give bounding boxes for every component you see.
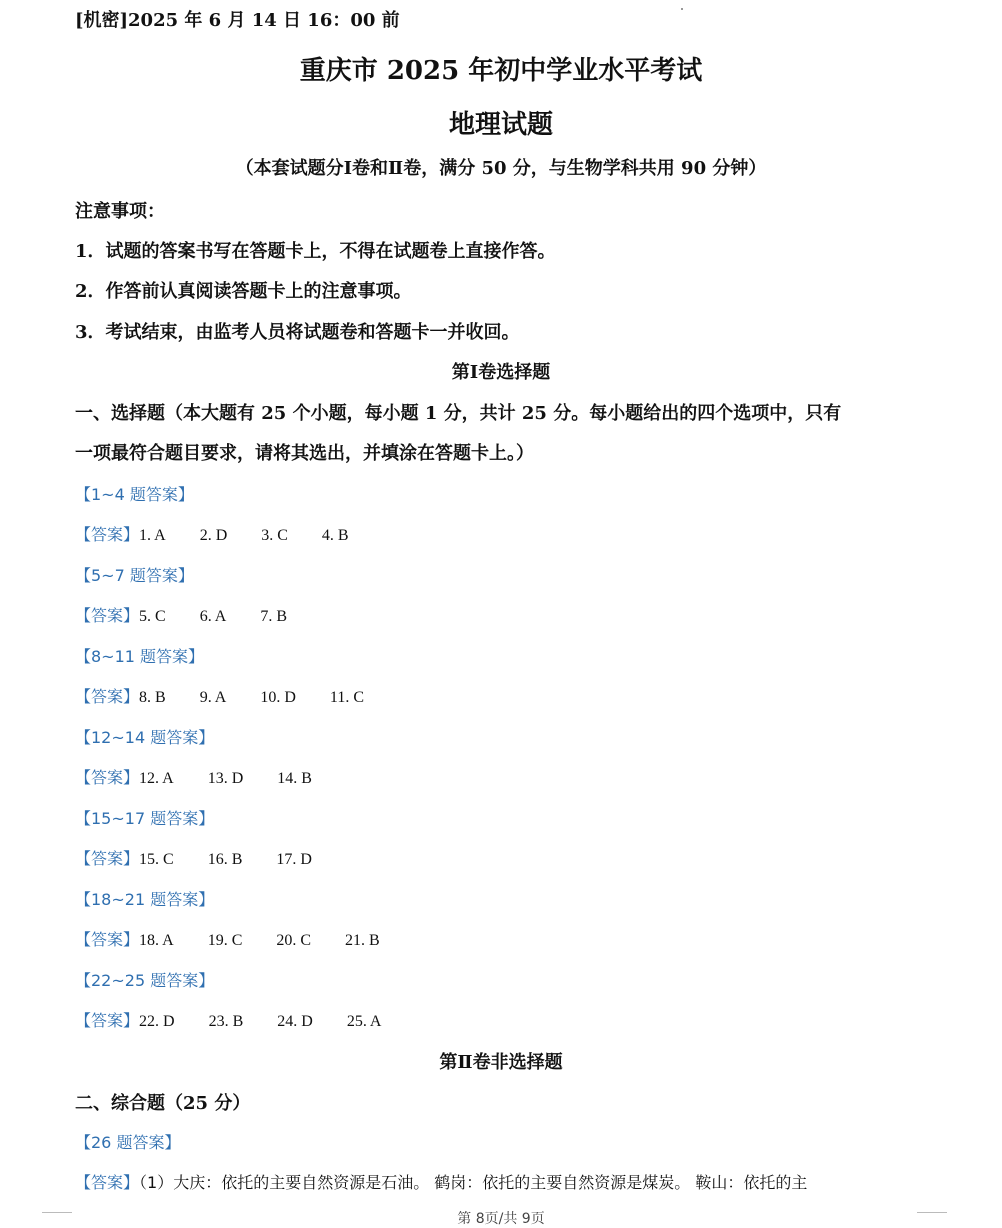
- answer-item: 21. B: [345, 932, 380, 949]
- answer-label: 【答案】: [75, 849, 140, 868]
- answer-label: 【答案】: [75, 1011, 140, 1030]
- note-item: 3．考试结束，由监考人员将试题卷和答题卡一并收回。: [75, 322, 520, 343]
- answer-item: 22. D: [139, 1013, 175, 1030]
- question-heading-26: 【26 题答案】: [75, 1133, 181, 1152]
- answer-label: 【答案】: [75, 687, 140, 706]
- answer-item: 18. A: [139, 932, 174, 949]
- answer-item: 17. D: [276, 851, 312, 868]
- answer-item: 25. A: [346, 1013, 382, 1030]
- part2-heading: 第Ⅱ卷非选择题: [439, 1052, 563, 1073]
- answer-label: 【答案】: [75, 525, 140, 544]
- answer-26: [75, 1170, 807, 1193]
- answer-item: 3. C: [261, 527, 288, 544]
- answer-row: [75, 603, 287, 626]
- question-group-heading: 【18~21 题答案】: [75, 890, 215, 909]
- subject-title: 地理试题: [448, 110, 553, 140]
- answer-item: 19. C: [207, 932, 243, 949]
- answer-item: 10. D: [260, 689, 296, 706]
- answer-row: [75, 765, 312, 788]
- answer-label: 【答案】: [75, 606, 140, 625]
- notes-heading: 注意事项：: [75, 201, 165, 222]
- answer-item: 20. C: [276, 932, 312, 949]
- question-group-heading: 【12~14 题答案】: [75, 728, 215, 747]
- exam-title: 重庆市 2025 年初中学业水平考试: [299, 56, 703, 86]
- answer-item: 12. A: [139, 770, 174, 787]
- answer-label: 【答案】: [75, 930, 140, 949]
- answer-item: 5. C: [139, 608, 166, 625]
- answer-item: 24. D: [277, 1013, 313, 1030]
- question-group-heading: 【15~17 题答案】: [75, 809, 215, 828]
- answer-item: 1. A: [139, 527, 166, 544]
- section1-instructions-line1: 一、选择题（本大题有 25 个小题，每小题 1 分，共计 25 分。每小题给出的四个选项中，只有: [75, 403, 842, 424]
- answer-row: [75, 846, 312, 869]
- note-item: 1．试题的答案书写在答题卡上，不得在试题卷上直接作答。: [75, 241, 556, 262]
- note-item: 2．作答前认真阅读答题卡上的注意事项。: [75, 281, 412, 302]
- answer-label: 【答案】: [75, 1173, 140, 1192]
- answer-row: [75, 684, 364, 707]
- answer-26-text: （1）大庆：依托的主要自然资源是石油。 鹤岗：依托的主要自然资源是煤炭。 鞍山：依托的主: [139, 1173, 808, 1192]
- answer-item: 15. C: [139, 851, 174, 868]
- answer-item: 23. B: [208, 1013, 244, 1030]
- exam-subtitle: （本套试题分Ⅰ卷和Ⅱ卷，满分 50 分，与生物学科共用 90 分钟）: [235, 158, 767, 179]
- answer-item: 14. B: [277, 770, 312, 787]
- question-group-heading: 【8~11 题答案】: [75, 647, 205, 666]
- section2-heading: 二、综合题（25 分）: [75, 1093, 251, 1114]
- answer-row: [75, 1008, 381, 1031]
- section1-instructions-line2: 一项最符合题目要求，请将其选出，并填涂在答题卡上。）: [75, 443, 534, 464]
- answer-row: [75, 927, 380, 950]
- confidential-notice: [机密]2025 年 6 月 14 日 16：00 前: [75, 10, 400, 31]
- answer-label: 【答案】: [75, 768, 140, 787]
- answer-item: 13. D: [207, 770, 244, 787]
- part1-heading: 第Ⅰ卷选择题: [451, 362, 551, 383]
- question-group-heading: 【22~25 题答案】: [75, 971, 215, 990]
- answer-item: 8. B: [139, 689, 166, 706]
- answer-item: 7. B: [260, 608, 288, 625]
- answer-item: 2. D: [199, 527, 228, 544]
- answer-row: [75, 522, 349, 545]
- page-number: 第 8页/共 9页: [457, 1211, 545, 1227]
- question-group-heading: 【5~7 题答案】: [75, 566, 194, 585]
- answer-item: 11. C: [329, 689, 364, 706]
- answer-item: 16. B: [207, 851, 243, 868]
- answer-item: 6. A: [199, 608, 227, 625]
- question-group-heading: 【1~4 题答案】: [75, 485, 194, 504]
- scan-speck: [681, 8, 683, 10]
- answer-item: 9. A: [199, 689, 227, 706]
- answer-item: 4. B: [321, 527, 349, 544]
